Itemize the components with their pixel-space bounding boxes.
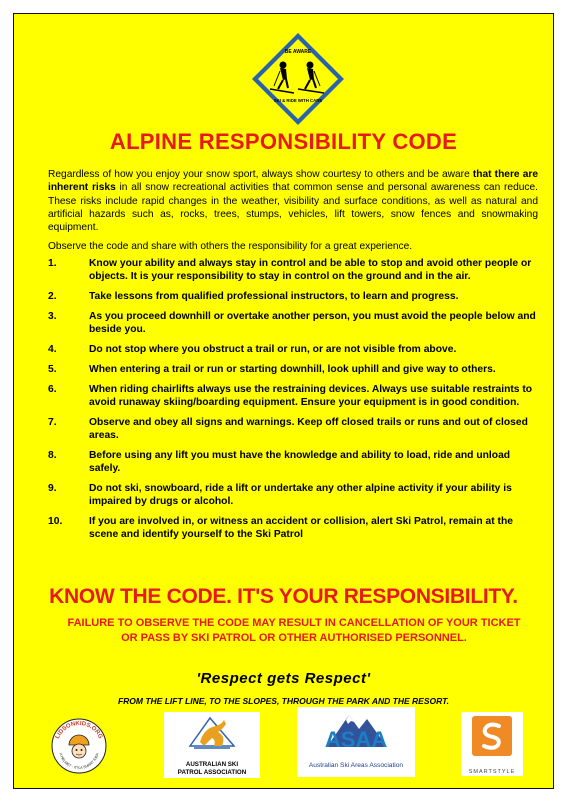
- be-aware-logo: [250, 31, 346, 127]
- smartstyle-emblem-icon: [461, 712, 523, 764]
- code-item-number: 10.: [48, 515, 63, 527]
- code-item-number: 8.: [48, 449, 57, 461]
- intro-paragraph: [48, 168, 538, 234]
- lids-on-kids-logo: [50, 715, 108, 775]
- code-item: [48, 416, 538, 443]
- code-list: [48, 257, 538, 548]
- code-item-number: 5.: [48, 363, 57, 375]
- code-item-text: Know your ability and always stay in control and be able to stop and avoid other people or objects. It is your responsibility to stay in control on the ground and in the air.: [89, 258, 532, 283]
- failure-notice-line2: OR PASS BY SKI PATROL OR OTHER AUTHORISED PERSONNEL.: [121, 632, 467, 644]
- code-item-number: 6.: [48, 383, 57, 395]
- aspa-name-line2: PATROL ASSOCIATION: [177, 769, 247, 776]
- failure-notice: [54, 616, 534, 646]
- aspa-logo: [164, 712, 260, 778]
- code-item-text: Do not ski, snowboard, ride a lift or undertake any other alpine activity if your ability is impaired by drugs or alcohol.: [89, 482, 512, 508]
- code-item-text: When entering a trail or run or starting downhill, look uphill and give way to others.: [89, 363, 496, 375]
- code-item: [48, 449, 538, 476]
- logo-line2: SKI & RIDE WITH CARE: [273, 98, 323, 103]
- asaa-acronym: ASAA: [324, 727, 388, 752]
- intro-text-end: in all snow recreational activities that common sense and personal awareness can reduce. These risks include rapid changes in the weather, visibility and surface conditions, as well as natural and artificial hazards such as, rocks, trees, stumps, vehicles, lift towers, snow fences and snowmaking equipment.: [48, 182, 539, 234]
- asaa-logo: [297, 707, 415, 777]
- code-item: [48, 515, 538, 542]
- code-item-number: 7.: [48, 416, 57, 428]
- code-item-number: 9.: [48, 482, 57, 494]
- failure-notice-line1: FAILURE TO OBSERVE THE CODE MAY RESULT IN CANCELLATION OF YOUR TICKET: [67, 617, 521, 629]
- smartstyle-logo: [461, 712, 523, 776]
- code-item-text: As you proceed downhill or overtake another person, you must avoid the people below and beside you.: [89, 310, 536, 336]
- lids-on-kids-name: LIDSONKIDS.ORG: [54, 720, 104, 740]
- asaa-name: Australian Ski Areas Association: [308, 762, 404, 769]
- code-item-number: 2.: [48, 291, 57, 303]
- observe-line: Observe the code and share with others the responsibility for a great experience.: [48, 241, 413, 252]
- code-item-number: 3.: [48, 310, 57, 322]
- from-line: FROM THE LIFT LINE, TO THE SLOPES, THROUGH THE PARK AND THE RESORT.: [117, 696, 450, 706]
- smartstyle-name: SMARTSTYLE: [468, 769, 516, 775]
- asaa-mountain-icon: [297, 707, 415, 757]
- code-item-text: If you are involved in, or witness an accident or collision, alert Ski Patrol, remain at the scene and identify yourself to the Ski Patrol: [89, 515, 514, 541]
- intro-text-start: Regardless of how you enjoy your snow sport, always show courtesy to others and be aware: [48, 169, 473, 180]
- know-the-code-heading: KNOW THE CODE. IT'S YOUR RESPONSIBILITY.: [49, 585, 518, 608]
- code-item: [48, 257, 538, 284]
- aspa-name-line1: AUSTRALIAN SKI: [185, 761, 239, 768]
- code-item: [48, 482, 538, 509]
- code-item: [48, 383, 538, 410]
- code-item-text: Take lessons from qualified professional instructors, to learn and progress.: [89, 291, 459, 303]
- logo-line1: BE AWARE: [284, 49, 312, 55]
- code-item-number: 4.: [48, 343, 57, 355]
- lids-on-kids-tagline: A HELMET - IT'S A SMART IDEA: [58, 752, 100, 771]
- slogan: 'Respect gets Respect': [196, 670, 371, 687]
- intro-text-bold: that there are inherent risks: [48, 169, 539, 194]
- code-item-text: Observe and obey all signs and warnings. Keep off closed trails or runs and out of closed areas.: [89, 416, 528, 441]
- code-item: [48, 290, 538, 303]
- code-item-text: Do not stop where you obstruct a trail or run, or are not visible from above.: [89, 343, 457, 355]
- code-item-number: 1.: [48, 258, 57, 269]
- code-item: [48, 310, 538, 337]
- code-item: [48, 363, 538, 376]
- code-item: [48, 343, 538, 356]
- page-title: ALPINE RESPONSIBILITY CODE: [109, 129, 458, 154]
- code-item-text: When riding chairlifts always use the restraining devices. Always use suitable restraints to avoid runaway skiing/boarding equipment. Ensure your equipment is in good condition.: [89, 383, 533, 408]
- poster: [13, 13, 554, 789]
- code-item-text: Before using any lift you must have the knowledge and ability to load, ride and unload safely.: [89, 449, 511, 475]
- kangaroo-icon: [164, 712, 260, 756]
